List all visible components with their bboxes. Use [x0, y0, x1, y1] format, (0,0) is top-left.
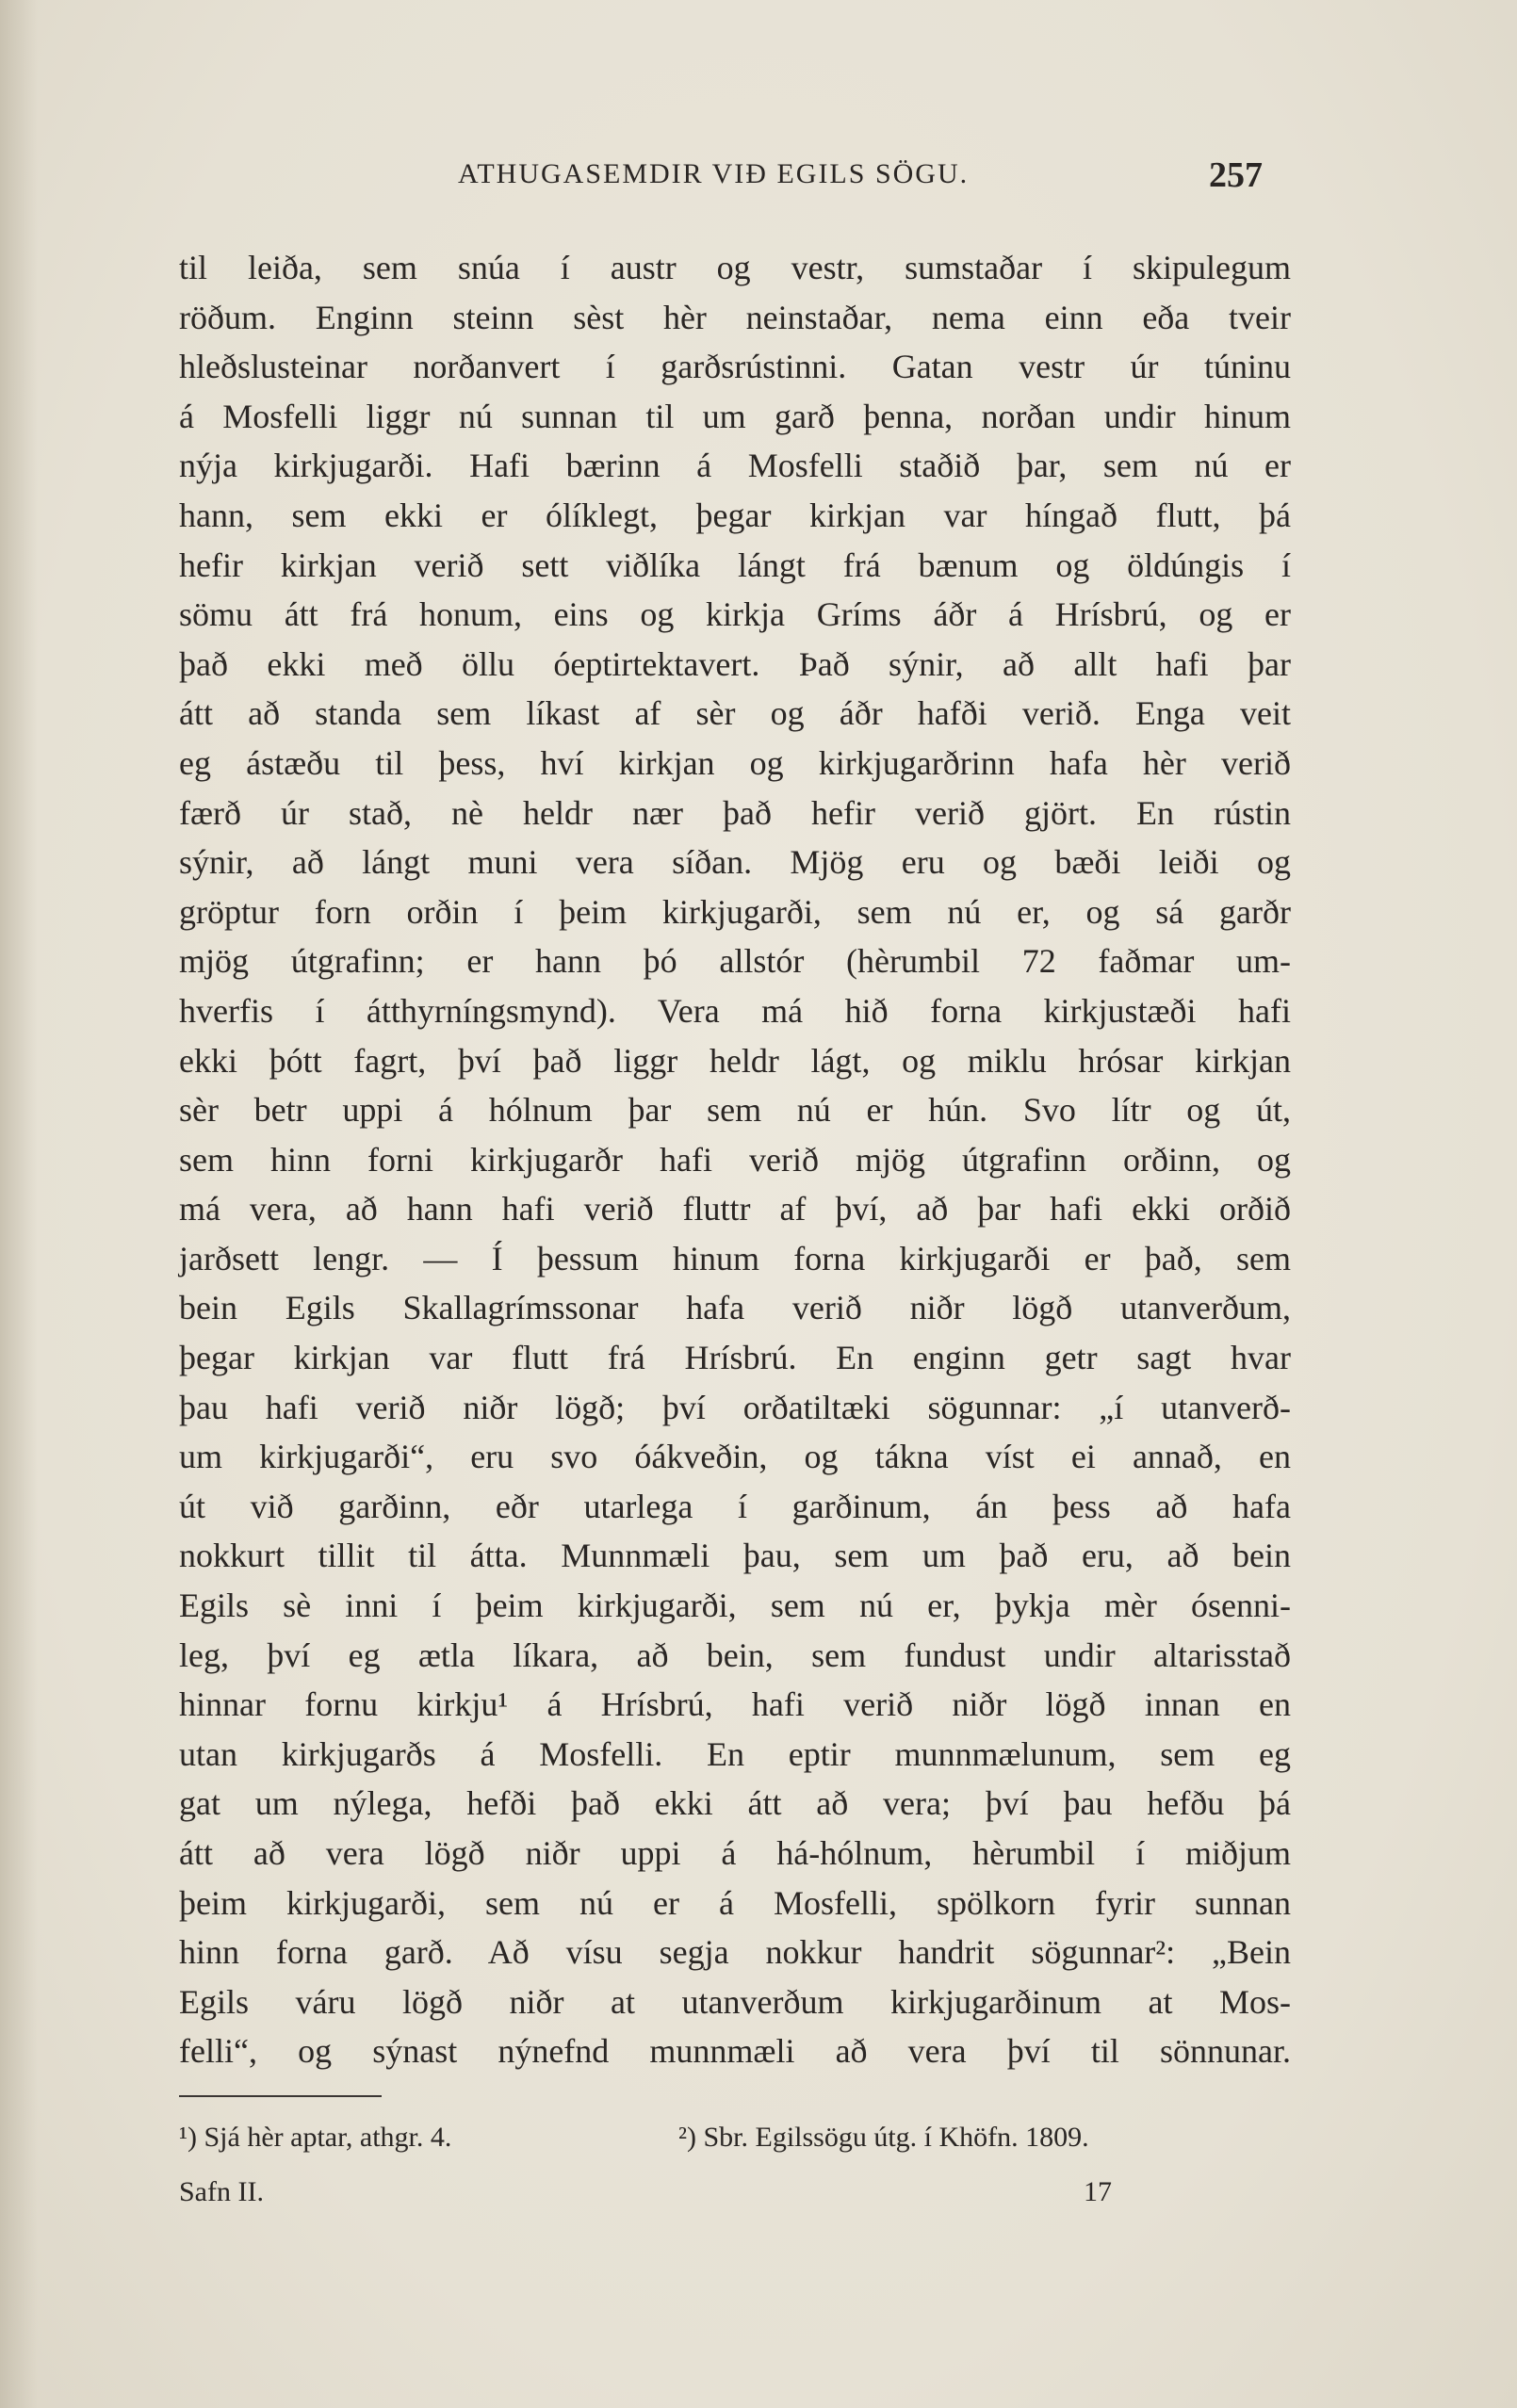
text-line: hinnar fornu kirkju¹ á Hrísbrú, hafi verið niðr lögð innan en	[179, 1685, 1291, 1724]
running-title: ATHUGASEMDIR VIÐ EGILS SÖGU.	[458, 158, 970, 189]
text-line: út við garðinn, eðr utarlega í garðinum, án þess að hafa	[179, 1487, 1291, 1525]
signature-number: 17	[1084, 2176, 1112, 2207]
text-line: þau hafi verið niðr lögð; því orðatiltæki sögunnar: „í utanverð-	[179, 1388, 1291, 1426]
page-number: 257	[1209, 155, 1263, 195]
text-line: jarðsett lengr. — Í þessum hinum forna kirkjugarði er það, sem	[179, 1239, 1291, 1277]
text-line: hefir kirkjan verið sett viðlíka lángt frá bænum og öldúngis í	[179, 545, 1291, 584]
text-line: hverfis í átthyrníngsmynd). Vera má hið forna kirkjustæði hafi	[179, 991, 1291, 1030]
text-line: færð úr stað, nè heldr nær það hefir verið gjört. En rústin	[179, 793, 1291, 832]
text-line: átt að vera lögð niðr uppi á há-hólnum, hèrumbil í miðjum	[179, 1834, 1291, 1872]
text-line: ekki þótt fagrt, því það liggr heldr lágt, og miklu hrósar kirkjan	[179, 1041, 1291, 1080]
text-line: það ekki með öllu óeptirtektavert. Það sýnir, að allt hafi þar	[179, 644, 1291, 683]
signature-line	[179, 2176, 1112, 2223]
footnote-2: ²) Sbr. Egilssögu útg. í Khöfn. 1809.	[678, 2122, 1089, 2153]
footnote-1: ¹) Sjá hèr aptar, athgr. 4.	[179, 2122, 452, 2153]
text-line: hleðslusteinar norðanvert í garðsrústinni. Gatan vestr úr túninu	[179, 348, 1291, 386]
text-line: gat um nýlega, hefði það ekki átt að vera; því þau hefðu þá	[179, 1784, 1291, 1823]
text-line: gröptur forn orðin í þeim kirkjugarði, sem nú er, og sá garðr	[179, 892, 1291, 931]
text-line: sèr betr uppi á hólnum þar sem nú er hún. Svo lítr og út,	[179, 1091, 1291, 1130]
text-line: röðum. Enginn steinn sèst hèr neinstaðar, nema einn eða tveir	[179, 298, 1291, 336]
text-line: nokkurt tillit til átta. Munnmæli þau, sem um það eru, að bein	[179, 1537, 1291, 1575]
text-line: eg ástæðu til þess, hví kirkjan og kirkjugarðrinn hafa hèr verið	[179, 743, 1291, 782]
text-line: leg, því eg ætla líkara, að bein, sem fundust undir altarisstað	[179, 1635, 1291, 1674]
page-header	[179, 155, 1263, 205]
text-line: bein Egils Skallagrímssonar hafa verið niðr lögð utanverðum,	[179, 1289, 1291, 1327]
text-line: sýnir, að lángt muni vera síðan. Mjög eru og bæði leiði og	[179, 843, 1291, 882]
footnotes	[179, 2122, 1225, 2169]
text-line: má vera, að hann hafi verið fluttr af því, að þar hafi ekki orðið	[179, 1190, 1291, 1228]
footnote-rule	[179, 2095, 382, 2097]
text-line: mjög útgrafinn; er hann þó allstór (hèrumbil 72 faðmar um-	[179, 942, 1291, 981]
text-line: hinn forna garð. Að vísu segja nokkur handrit sögunnar²: „Bein	[179, 1933, 1291, 1972]
text-line: Egils sè inni í þeim kirkjugarði, sem nú er, þykja mèr ósenni-	[179, 1586, 1291, 1625]
text-line: utan kirkjugarðs á Mosfelli. En eptir munnmælunum, sem eg	[179, 1734, 1291, 1773]
text-line: þeim kirkjugarði, sem nú er á Mosfelli, spölkorn fyrir sunnan	[179, 1883, 1291, 1922]
text-line: sömu átt frá honum, eins og kirkja Gríms áðr á Hrísbrú, og er	[179, 595, 1291, 634]
text-line: Egils váru lögð niðr at utanverðum kirkjugarðinum at Mos-	[179, 1982, 1291, 2021]
body-text	[179, 243, 1291, 2076]
spine-shadow	[0, 0, 38, 2408]
text-line: um kirkjugarði“, eru svo óákveðin, og tákna víst ei annað, en	[179, 1438, 1291, 1476]
text-line: nýja kirkjugarði. Hafi bærinn á Mosfelli staðið þar, sem nú er	[179, 447, 1291, 485]
text-line: til leiða, sem snúa í austr og vestr, sumstaðar í skipulegum	[179, 249, 1291, 286]
text-line: hann, sem ekki er ólíklegt, þegar kirkjan var híngað flutt, þá	[179, 496, 1291, 534]
text-line: átt að standa sem líkast af sèr og áðr hafði verið. Enga veit	[179, 694, 1291, 733]
text-line: þegar kirkjan var flutt frá Hrísbrú. En enginn getr sagt hvar	[179, 1339, 1291, 1377]
signature-mark: Safn II.	[179, 2176, 264, 2207]
text-line: á Mosfelli liggr nú sunnan til um garð þenna, norðan undir hinum	[179, 397, 1291, 435]
text-line-last: felli“, og sýnast nýnefnd munnmæli að vera því til sönnunar.	[179, 2032, 1291, 2071]
text-line: sem hinn forni kirkjugarðr hafi verið mjög útgrafinn orðinn, og	[179, 1140, 1291, 1179]
